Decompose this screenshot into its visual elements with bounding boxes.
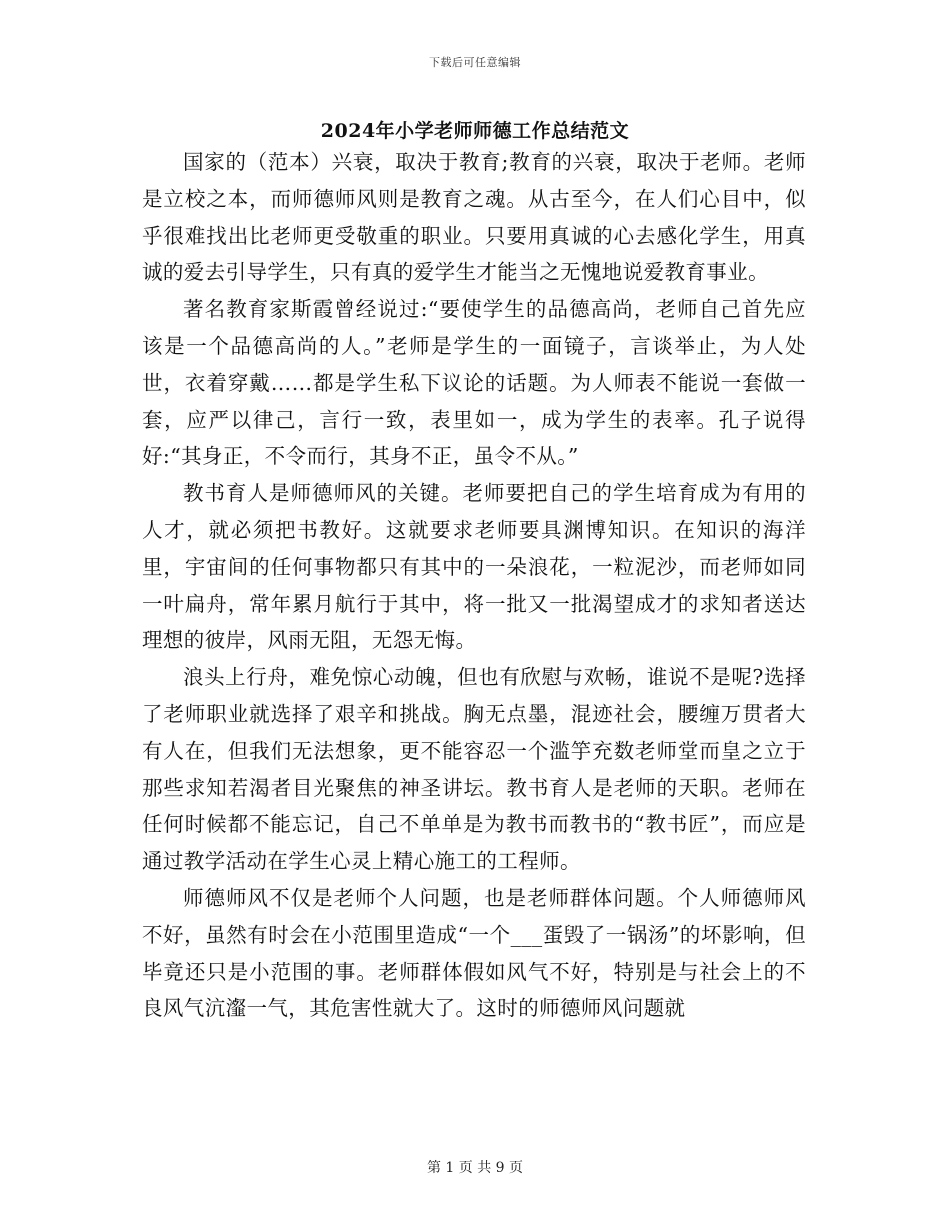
paragraph: 国家的（范本）兴衰，取决于教育;教育的兴衰，取决于老师。老师是立校之本，而师德师风则是教育之魂。从古至今，在人们心目中，似乎很难找出比老师更受敬重的职业。只要用真诚的心去感化学生，用真诚的爱去引导学生，只有真的爱学生才能当之无愧地说爱教育事业。 xyxy=(142,150,806,285)
paragraph: 师德师风不仅是老师个人问题，也是老师群体问题。个人师德师风不好，虽然有时会在小范围里造成“一个___蛋毁了一锅汤”的坏影响，但毕竟还只是小范围的事。老师群体假如风气不好，特别是与社会上的不良风气沆瀣一气，其危害性就大了。这时的师德师风问题就 xyxy=(142,885,806,1021)
document-title: 2024年小学老师师德工作总结范文 xyxy=(320,120,630,142)
header-note: 下载后可任意编辑 xyxy=(429,56,521,69)
paragraph: 教书育人是师德师风的关键。老师要把自己的学生培育成为有用的人才，就必须把书教好。这就要求老师要具渊博知识。在知识的海洋里，宇宙间的任何事物都只有其中的一朵浪花，一粒泥沙，而老师如同一叶扁舟，常年累月航行于其中，将一批又一批渴望成才的求知者送达理想的彼岸，风雨无阻，无怨无悔。 xyxy=(142,481,806,653)
document-body xyxy=(142,144,806,1027)
paragraph: 著名教育家斯霞曾经说过:“要使学生的品德高尚，老师自己首先应该是一个品德高尚的人。”老师是学生的一面镜子，言谈举止，为人处世，衣着穿戴……都是学生私下议论的话题。为人师表不能说一套做一套，应严以律己，言行一致，表里如一，成为学生的表率。孔子说得好:“其身正，不令而行，其身不正，虽令不从。” xyxy=(142,297,806,469)
paragraph: 浪头上行舟，难免惊心动魄，但也有欣慰与欢畅，谁说不是呢?选择了老师职业就选择了艰辛和挑战。胸无点墨，混迹社会，腰缠万贯者大有人在，但我们无法想象，更不能容忍一个滥竽充数老师堂而皇之立于那些求知若渴者目光聚焦的神圣讲坛。教书育人是老师的天职。老师在任何时候都不能忘记，自己不单单是为教书而教书的“教书匠”，而应是通过教学活动在学生心灵上精心施工的工程师。 xyxy=(142,665,806,874)
page-footer: 第 1 页 共 9 页 xyxy=(426,1160,524,1176)
